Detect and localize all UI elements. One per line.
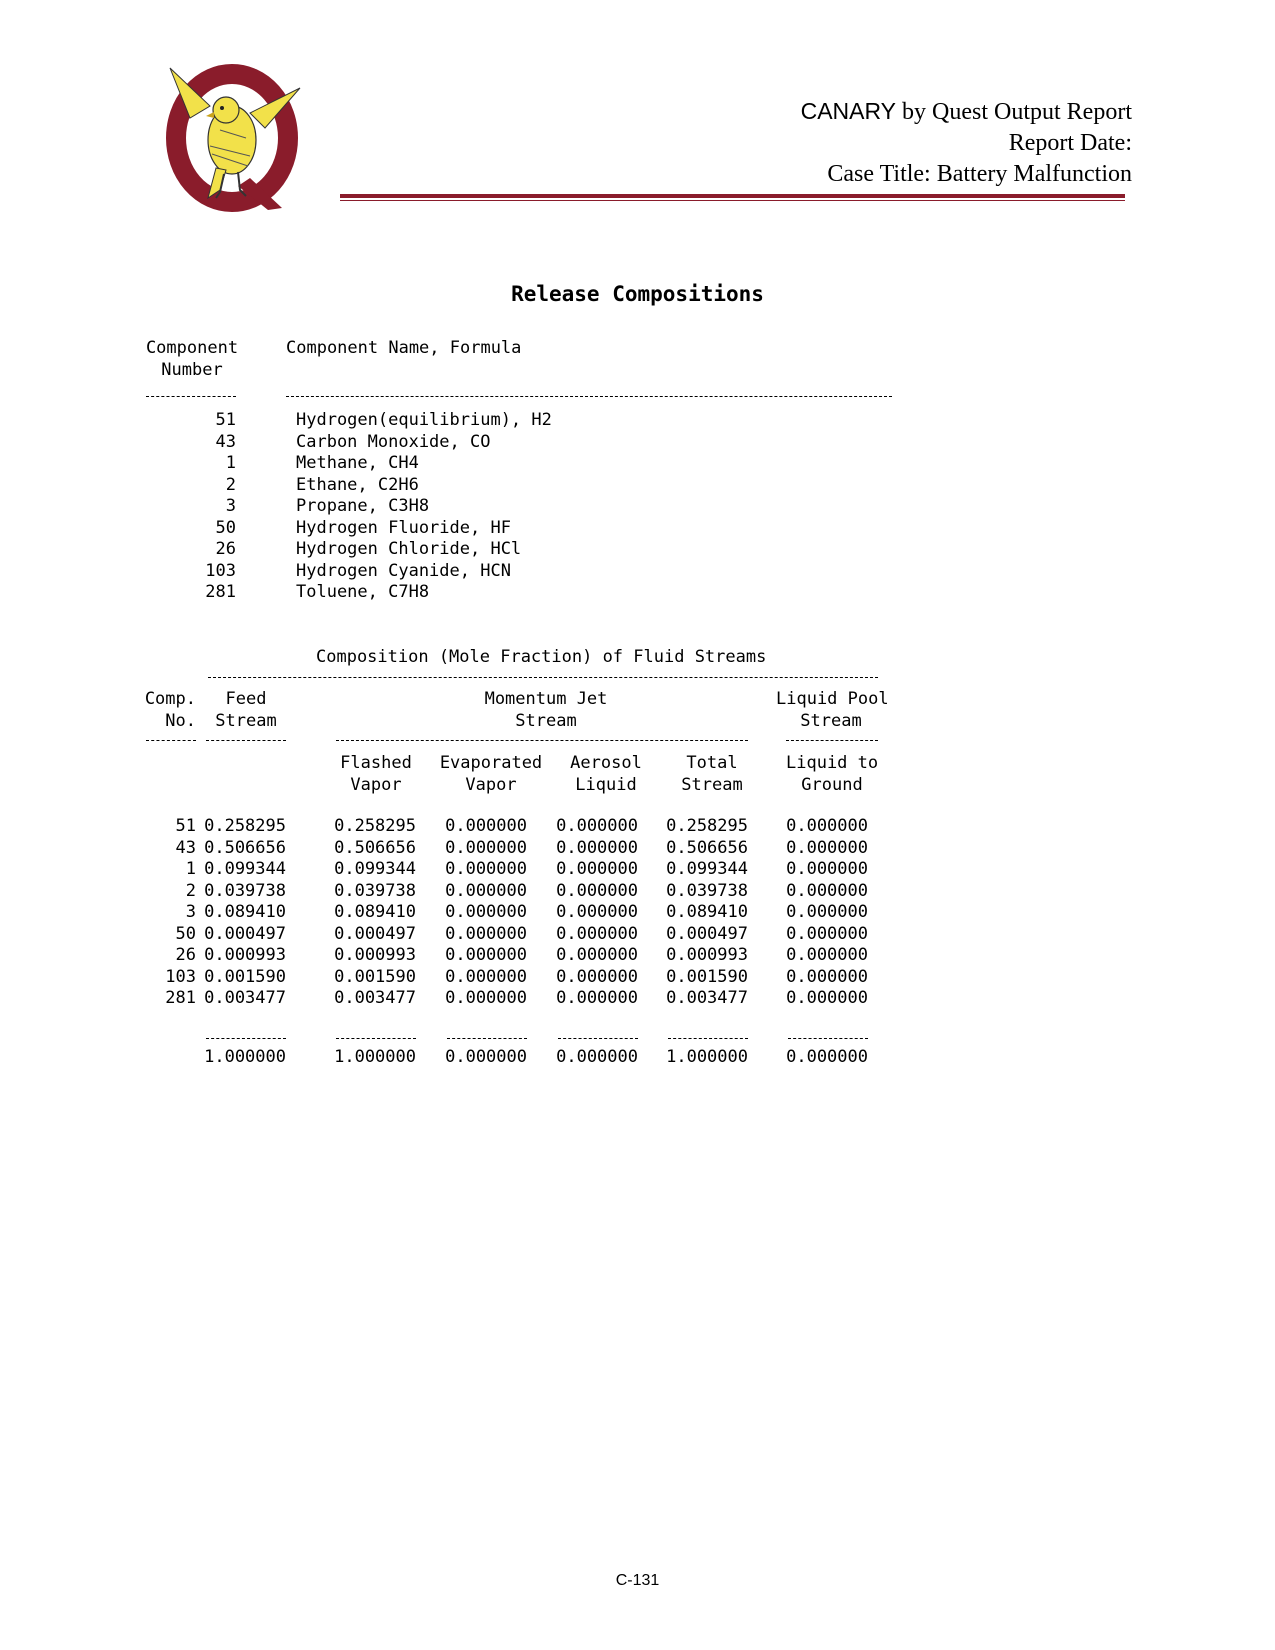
row-comp-no: 2	[185, 880, 196, 901]
sub-header	[436, 752, 546, 796]
mole-fraction-cell: 0.000993	[204, 945, 286, 965]
component-number: 26	[215, 539, 236, 559]
quest-canary-logo	[150, 58, 310, 223]
sub-header	[786, 752, 878, 796]
mole-fraction-cell: 0.039738	[666, 880, 748, 901]
component-number: 3	[225, 496, 236, 516]
mole-fraction-cell: 0.089410	[666, 902, 748, 922]
mole-fraction-cell: 0.000000	[445, 902, 527, 922]
row-comp-no: 50	[175, 923, 196, 944]
row-comp-no: 103	[165, 966, 196, 987]
row-comp-no: 26	[175, 945, 196, 965]
header-text: Momentum Jet	[484, 689, 608, 709]
component-name-header: Component Name, Formula	[286, 338, 522, 358]
row-comp-no: 3	[185, 902, 196, 922]
mole-fraction-cell: 0.000000	[445, 880, 527, 901]
header-text: Feed	[225, 689, 267, 709]
mole-fraction-cell: 0.000000	[445, 988, 527, 1008]
component-name: Hydrogen Cyanide, HCN	[296, 560, 511, 581]
mole-fraction-cell: 0.258295	[666, 816, 748, 836]
header-text: No.	[165, 711, 196, 731]
mole-fraction-cell: 0.000000	[786, 988, 868, 1008]
component-number: 103	[205, 560, 236, 581]
mole-fraction-cell: 0.089410	[334, 902, 416, 922]
mole-fraction-cell: 0.003477	[334, 988, 416, 1008]
mole-fraction-cell: 0.000000	[445, 837, 527, 858]
mole-fraction-cell: 0.506656	[204, 837, 286, 858]
sub-header-text: Stream	[681, 775, 743, 795]
mole-fraction-cell: 0.000000	[556, 859, 638, 879]
row-comp-no: 281	[165, 988, 196, 1008]
mole-fraction-cell: 0.000000	[786, 859, 868, 879]
total-cell: 0.000000	[445, 1047, 527, 1067]
mole-fraction-cell: 0.039738	[204, 880, 286, 901]
total-cell: 1.000000	[666, 1047, 748, 1067]
mole-fraction-cell: 0.000000	[445, 966, 527, 987]
header-line-1-rest: by Quest Output Report	[896, 99, 1132, 125]
component-name: Hydrogen Fluoride, HF	[296, 517, 511, 538]
total-cell: 0.000000	[786, 1047, 868, 1067]
header-rule-thick	[340, 194, 1125, 198]
divider	[668, 1038, 748, 1039]
page-title: Release Compositions	[511, 282, 764, 306]
row-comp-no: 43	[175, 837, 196, 858]
mole-fraction-cell: 0.000000	[786, 902, 868, 922]
divider	[786, 740, 878, 741]
divider	[336, 1038, 416, 1039]
sub-header	[566, 752, 646, 796]
mole-fraction-cell: 0.089410	[204, 902, 286, 922]
header-rule-thin	[340, 200, 1125, 201]
mole-fraction-cell: 0.000000	[556, 988, 638, 1008]
component-name: Hydrogen Chloride, HCl	[296, 539, 522, 559]
total-cell: 1.000000	[334, 1047, 416, 1067]
mole-fraction-cell: 0.003477	[204, 988, 286, 1008]
header-text: Stream	[515, 711, 577, 731]
mole-fraction-cell: 0.000000	[445, 816, 527, 836]
mole-fraction-cell: 0.000000	[445, 859, 527, 879]
report-header	[801, 96, 1132, 190]
mole-fraction-cell: 0.000000	[445, 923, 527, 944]
mole-fraction-cell: 0.000000	[786, 945, 868, 965]
feed-stream-header	[206, 688, 286, 732]
mole-fraction-cell: 0.258295	[204, 816, 286, 836]
sub-header-text: Total	[686, 753, 738, 773]
header-text: Stream	[215, 711, 277, 731]
mole-fraction-cell: 0.003477	[666, 988, 748, 1008]
mole-fraction-cell: 0.000000	[786, 923, 868, 944]
mole-fraction-cell: 0.000000	[556, 816, 638, 836]
header-text: Number	[161, 360, 223, 380]
sub-header-text: Ground	[801, 775, 863, 795]
row-comp-no: 51	[175, 816, 196, 836]
mole-fraction-cell: 0.001590	[204, 966, 286, 987]
case-title: Case Title: Battery Malfunction	[827, 161, 1132, 187]
brand-name: CANARY	[800, 98, 897, 124]
divider	[146, 396, 236, 397]
mole-fraction-cell: 0.000993	[666, 945, 748, 965]
report-date: Report Date:	[1008, 130, 1132, 156]
component-name: Hydrogen(equilibrium), H2	[296, 410, 552, 430]
mole-fraction-cell: 0.000000	[556, 902, 638, 922]
divider	[336, 740, 748, 741]
mole-fraction-cell: 0.000000	[786, 816, 868, 836]
mole-fraction-cell: 0.000000	[786, 880, 868, 901]
mole-fraction-cell: 0.000000	[786, 966, 868, 987]
header-text: Stream	[800, 711, 862, 731]
liquid-pool-header	[776, 688, 889, 732]
sub-header-text: Evaporated	[439, 753, 543, 773]
divider	[788, 1038, 868, 1039]
sub-header-text: Vapor	[465, 775, 517, 795]
divider	[447, 1038, 527, 1039]
divider	[286, 396, 892, 397]
component-number: 1	[225, 453, 236, 473]
mole-fraction-cell: 0.000000	[556, 966, 638, 987]
component-number: 2	[225, 474, 236, 495]
mole-fraction-cell: 0.001590	[666, 966, 748, 987]
mole-fraction-cell: 0.000000	[556, 837, 638, 858]
composition-title: Composition (Mole Fraction) of Fluid Streams	[316, 647, 767, 667]
mole-fraction-cell: 0.001590	[334, 966, 416, 987]
mole-fraction-cell: 0.099344	[666, 859, 748, 879]
header-text: Comp.	[144, 689, 196, 709]
component-number: 50	[215, 517, 236, 538]
total-cell: 0.000000	[556, 1047, 638, 1067]
mole-fraction-cell: 0.000000	[556, 880, 638, 901]
total-cell: 1.000000	[204, 1047, 286, 1067]
component-number: 281	[205, 582, 236, 602]
sub-header	[676, 752, 748, 796]
row-comp-no: 1	[185, 859, 196, 879]
header-text: Component	[145, 338, 239, 358]
divider	[558, 1038, 638, 1039]
momentum-jet-header	[336, 688, 756, 732]
divider	[146, 740, 196, 741]
component-number-header	[142, 337, 242, 381]
component-number: 51	[215, 410, 236, 430]
sub-header	[336, 752, 416, 796]
component-name: Methane, CH4	[296, 453, 419, 473]
mole-fraction-cell: 0.258295	[334, 816, 416, 836]
component-name: Ethane, C2H6	[296, 474, 419, 495]
sub-header-text: Vapor	[350, 775, 402, 795]
sub-header-text: Flashed	[340, 753, 412, 773]
mole-fraction-cell: 0.099344	[334, 859, 416, 879]
divider	[206, 740, 286, 741]
header-line-1	[801, 96, 1132, 128]
mole-fraction-cell: 0.000000	[786, 837, 868, 858]
sub-header-text: Liquid to	[786, 753, 879, 773]
component-name: Carbon Monoxide, CO	[296, 431, 491, 452]
mole-fraction-cell: 0.099344	[204, 859, 286, 879]
divider	[208, 677, 878, 678]
page-number: C-131	[615, 1572, 660, 1589]
header-text: Liquid Pool	[776, 689, 889, 709]
mole-fraction-cell: 0.000497	[204, 923, 286, 944]
comp-no-header	[142, 688, 196, 732]
mole-fraction-cell: 0.000000	[445, 945, 527, 965]
divider	[206, 1038, 286, 1039]
mole-fraction-cell: 0.000497	[334, 923, 416, 944]
mole-fraction-cell: 0.506656	[334, 837, 416, 858]
mole-fraction-cell: 0.000993	[334, 945, 416, 965]
mole-fraction-cell: 0.000497	[666, 923, 748, 944]
component-name: Toluene, C7H8	[296, 582, 430, 602]
sub-header-text: Aerosol	[570, 753, 642, 773]
component-name: Propane, C3H8	[296, 496, 430, 516]
sub-header-text: Liquid	[575, 775, 637, 795]
mole-fraction-cell: 0.000000	[556, 945, 638, 965]
mole-fraction-cell: 0.039738	[334, 880, 416, 901]
mole-fraction-cell: 0.000000	[556, 923, 638, 944]
mole-fraction-cell: 0.506656	[666, 837, 748, 858]
component-number: 43	[215, 431, 236, 452]
